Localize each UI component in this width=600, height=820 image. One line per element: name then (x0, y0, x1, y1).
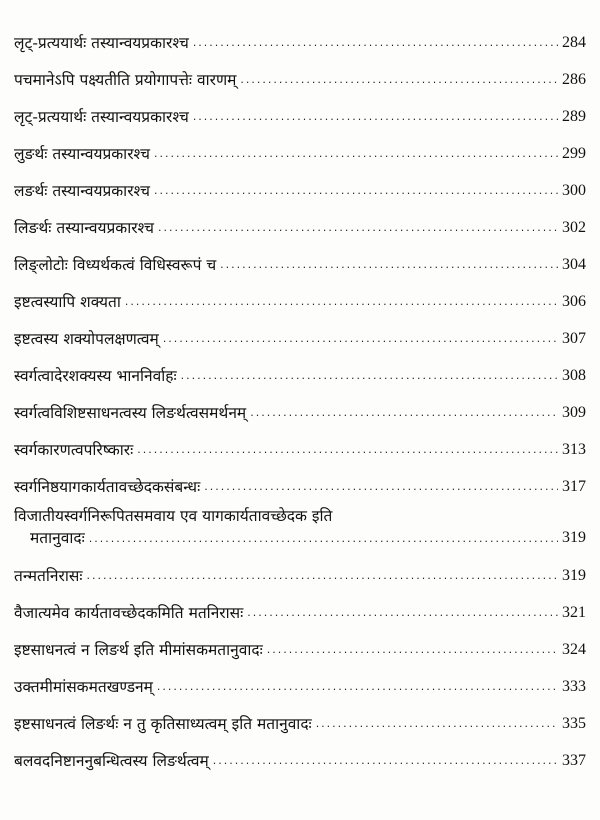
toc-entry-title: तन्मतनिरासः (14, 567, 83, 585)
toc-entry-page: 321 (562, 604, 586, 621)
dot-leader (86, 566, 558, 586)
toc-entry-page: 313 (562, 441, 586, 458)
toc-entry-page: 324 (562, 641, 586, 658)
toc-entry-page: 284 (562, 34, 586, 51)
dot-leader (125, 292, 558, 312)
toc-entry-page: 307 (562, 330, 586, 347)
toc-entry-title: स्वर्गत्वविशिष्टसाधनत्वस्य लिङर्थत्वसमर्थनम् (14, 404, 247, 422)
toc-entry-title-line1: विजातीयस्वर्गनिरूपितसमवाय एव यागकार्यतावच्छेदक इति (14, 507, 333, 525)
toc-entry-title: इष्टसाधनत्वं लिङर्थः न तु कृतिसाध्यत्वम् इति मतानुवादः (14, 715, 312, 733)
dot-leader (213, 751, 558, 771)
toc-entry-title: इष्टसाधनत्वं न लिङर्थ इति मीमांसकमतानुवादः (14, 641, 263, 659)
toc-entry-page: 304 (562, 256, 586, 273)
toc-entry (14, 275, 586, 312)
toc-entry (14, 16, 586, 53)
dot-leader (240, 70, 558, 90)
toc-entry (14, 460, 586, 497)
dot-leader (250, 403, 558, 423)
toc-entry-page: 317 (562, 478, 586, 495)
toc-entry (14, 90, 586, 127)
toc-entry (14, 312, 586, 349)
toc-entry-title: इष्टत्वस्य शक्योपलक्षणत्वम् (14, 330, 159, 348)
toc-entry-page: 337 (562, 752, 586, 769)
toc-entry-title-line2: मतानुवादः (30, 529, 85, 547)
toc-entry-title: पचमानेऽपि पक्ष्यतीति प्रयोगापत्तेः वारणम् (14, 71, 237, 89)
toc-entry-title: स्वर्गकारणत्वपरिष्कारः (14, 441, 134, 459)
toc-entry-title: बलवदनिष्टाननुबन्धित्वस्य लिङर्थत्वम् (14, 752, 209, 770)
toc-entry-page: 333 (562, 678, 586, 695)
toc-entry (14, 53, 586, 90)
toc-entry-page: 299 (562, 145, 586, 162)
dot-leader (157, 677, 558, 697)
dot-leader (193, 107, 558, 127)
dot-leader (137, 440, 558, 460)
toc-entry (14, 734, 586, 771)
toc-entry-title: लृट्-प्रत्ययार्थः तस्यान्वयप्रकारश्च (14, 108, 189, 126)
dot-leader (89, 529, 558, 549)
toc-entry-page: 308 (562, 367, 586, 384)
toc-entry (14, 238, 586, 275)
toc-entry-title: लिङर्थः तस्यान्वयप्रकारश्च (14, 219, 154, 237)
toc-entry (14, 497, 586, 549)
toc-entry-page: 319 (562, 567, 586, 584)
dot-leader (163, 329, 558, 349)
toc-entry-title: वैजात्यमेव कार्यतावच्छेदकमिति मतनिरासः (14, 604, 244, 622)
toc-entry (14, 549, 586, 586)
toc-entry-title: इष्टत्वस्यापि शक्यता (14, 293, 121, 311)
toc-entry (14, 423, 586, 460)
toc-entry-page: 289 (562, 108, 586, 125)
toc-entry-page: 309 (562, 404, 586, 421)
table-of-contents (14, 16, 586, 771)
dot-leader (267, 640, 558, 660)
toc-entry-title: लृट्-प्रत्ययार्थः तस्यान्वयप्रकारश्च (14, 34, 189, 52)
toc-entry (14, 164, 586, 201)
dot-leader (154, 144, 558, 164)
toc-entry-page: 335 (562, 715, 586, 732)
toc-entry (14, 697, 586, 734)
toc-entry-title: लुङर्थः तस्यान्वयप्रकारश्च (14, 145, 150, 163)
toc-entry (14, 201, 586, 238)
dot-leader (158, 218, 558, 238)
toc-entry (14, 660, 586, 697)
toc-entry-title: उक्तमीमांसकमतखण्डनम् (14, 678, 153, 696)
toc-entry-title: स्वर्गनिष्ठयागकार्यतावच्छेदकसंबन्धः (14, 478, 201, 496)
toc-entry-page: 300 (562, 182, 586, 199)
dot-leader (247, 603, 558, 623)
toc-entry-page: 286 (562, 71, 586, 88)
toc-entry (14, 349, 586, 386)
toc-entry-title: लिङ्लोटोः विध्यर्थकत्वं विधिस्वरूपं च (14, 256, 217, 274)
toc-entry-page: 302 (562, 219, 586, 236)
dot-leader (220, 255, 558, 275)
toc-entry-title: लङर्थः तस्यान्वयप्रकारश्च (14, 182, 150, 200)
toc-entry-page: 319 (562, 529, 586, 546)
toc-entry (14, 623, 586, 660)
dot-leader (154, 181, 558, 201)
toc-entry (14, 127, 586, 164)
toc-entry (14, 586, 586, 623)
dot-leader (204, 477, 558, 497)
toc-entry-title: स्वर्गत्वादेरशक्यस्य भाननिर्वाहः (14, 367, 177, 385)
toc-entry-page: 306 (562, 293, 586, 310)
dot-leader (193, 33, 558, 53)
toc-entry (14, 386, 586, 423)
dot-leader (316, 714, 558, 734)
dot-leader (181, 366, 558, 386)
toc-entry-line2 (14, 527, 586, 549)
